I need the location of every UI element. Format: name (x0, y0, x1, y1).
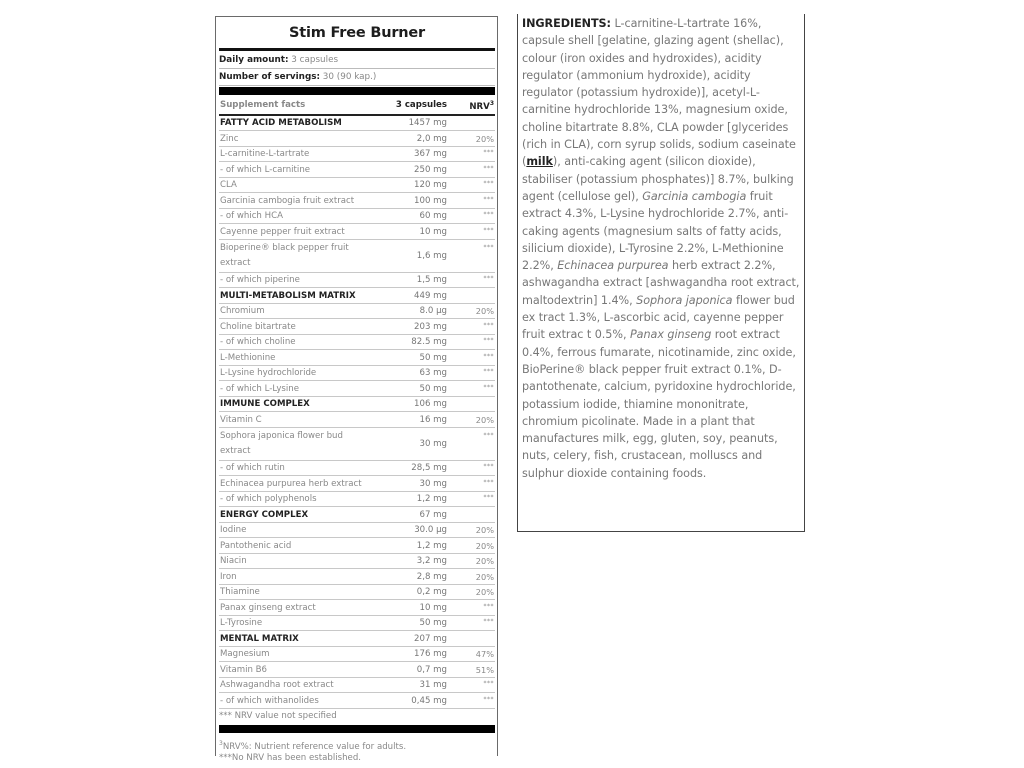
nutrient-amount: 31 mg (376, 677, 455, 693)
nutrient-nrv: *** (455, 677, 495, 693)
ingredients-segment: fruit extract 4.3%, L-Lysine hydrochloride 2.7%, anti-caking agents (magnesium salts of fatty acids, silicium dioxide), L-Tyrosine 2.2%, L-Methionine 2.2%, (522, 189, 789, 273)
nutrient-amount: 30 mg (376, 476, 455, 492)
product-title: Stim Free Burner (289, 25, 425, 41)
nutrient-amount: 1457 mg (376, 115, 455, 131)
nutrient-amount: 2,8 mg (376, 569, 455, 585)
nutrient-name: FATTY ACID METABOLISM (219, 115, 376, 131)
table-row (219, 662, 495, 678)
table-header (219, 97, 495, 115)
table-row (219, 427, 495, 460)
nutrient-name: - of which rutin (219, 460, 376, 476)
table-row (219, 303, 495, 319)
nutrient-name: Iron (219, 569, 376, 585)
servings-row (219, 69, 495, 86)
table-row (219, 491, 495, 507)
ingredients-label: INGREDIENTS: (522, 17, 611, 30)
nutrient-nrv: *** (455, 600, 495, 616)
table-row (219, 677, 495, 693)
nutrient-nrv (455, 288, 495, 304)
ingredients-segment: herb extract 2.2%, ashwagandha extract [ashwagandha root extract, maltodextrin] 1.4%, (522, 259, 800, 307)
nutrient-name: MULTI-METABOLISM MATRIX (219, 288, 376, 304)
nutrient-nrv (455, 631, 495, 647)
table-row (219, 553, 495, 569)
nutrient-name: Garcinia cambogia fruit extract (219, 193, 376, 209)
nutrient-nrv: 47% (455, 646, 495, 662)
nutrient-name: L-Lysine hydrochloride (219, 365, 376, 381)
ingredients-segment: L-carnitine-L-tartrate 16%, capsule shell [gelatine, glazing agent (shellac), colour (iron oxides and hydroxides), acidity regulator (ammonium hydroxide), acidity regulator (potassium hydroxide)], acetyl-L-carnitine hydrochloride 13%, magnesium oxide, choline bitartrate 8.8%, CLA powder [glycerides (rich in CLA), corn syrup solids, sodium caseinate ( (522, 17, 796, 169)
nutrient-amount: 100 mg (376, 193, 455, 209)
header-name: Supplement facts (219, 97, 376, 115)
allergen-highlight: milk (526, 155, 553, 169)
nutrient-nrv: *** (455, 193, 495, 209)
nutrient-nrv: *** (455, 350, 495, 366)
nutrient-name: L-Methionine (219, 350, 376, 366)
nutrient-nrv: *** (455, 239, 495, 272)
nutrient-name: Vitamin C (219, 412, 376, 428)
section-row (219, 507, 495, 523)
nutrient-amount: 8.0 µg (376, 303, 455, 319)
nutrient-nrv: *** (455, 224, 495, 240)
table-row (219, 522, 495, 538)
nutrient-amount: 63 mg (376, 365, 455, 381)
table-row (219, 208, 495, 224)
table-row (219, 569, 495, 585)
nutrient-nrv: *** (455, 177, 495, 193)
table-row (219, 365, 495, 381)
table-row (219, 584, 495, 600)
nutrient-name: ENERGY COMPLEX (219, 507, 376, 523)
nutrient-name: - of which HCA (219, 208, 376, 224)
nutrient-name: - of which L-carnitine (219, 162, 376, 178)
nutrient-name: Zinc (219, 131, 376, 147)
nutrient-nrv: 20% (455, 412, 495, 428)
nutrient-nrv: *** (455, 365, 495, 381)
nutrient-amount: 3,2 mg (376, 553, 455, 569)
nutrient-nrv (455, 115, 495, 131)
nutrient-amount: 449 mg (376, 288, 455, 304)
servings-label: Number of servings: (219, 72, 320, 82)
table-row (219, 162, 495, 178)
nutrient-amount: 10 mg (376, 224, 455, 240)
nutrient-nrv: 20% (455, 131, 495, 147)
nutrient-name: - of which choline (219, 334, 376, 350)
nutrient-amount: 67 mg (376, 507, 455, 523)
nutrient-amount: 50 mg (376, 381, 455, 397)
nutrient-amount: 50 mg (376, 350, 455, 366)
nutrient-name: MENTAL MATRIX (219, 631, 376, 647)
nutrient-name: Sophora japonica flower bud extract (219, 427, 376, 460)
nutrient-amount: 2,0 mg (376, 131, 455, 147)
section-row (219, 396, 495, 412)
table-row (219, 350, 495, 366)
nutrient-name: - of which L-Lysine (219, 381, 376, 397)
nutrient-nrv: *** (455, 334, 495, 350)
footnote-nrv (219, 737, 495, 751)
nutrient-name: L-Tyrosine (219, 615, 376, 631)
divider (219, 48, 495, 51)
nutrient-name: Vitamin B6 (219, 662, 376, 678)
table-body (219, 115, 495, 709)
section-row (219, 288, 495, 304)
nutrient-nrv: 20% (455, 584, 495, 600)
nutrient-name: Thiamine (219, 584, 376, 600)
nutrient-amount: 106 mg (376, 396, 455, 412)
divider-block (219, 725, 495, 733)
nutrient-amount: 1,2 mg (376, 491, 455, 507)
nutrient-nrv: *** (455, 272, 495, 288)
nutrient-nrv: *** (455, 491, 495, 507)
nrv-note: *** NRV value not specified (219, 710, 337, 721)
section-row (219, 631, 495, 647)
nutrient-amount: 0,45 mg (376, 693, 455, 709)
nutrient-amount: 0,7 mg (376, 662, 455, 678)
nutrient-nrv: 20% (455, 303, 495, 319)
table-row (219, 646, 495, 662)
nutrient-amount: 30 mg (376, 427, 455, 460)
nutrient-name: Magnesium (219, 646, 376, 662)
nutrient-nrv: 20% (455, 553, 495, 569)
nutrient-amount: 28,5 mg (376, 460, 455, 476)
nutrient-amount: 176 mg (376, 646, 455, 662)
latin-name: Garcinia cambogia (642, 189, 747, 203)
divider-block (219, 87, 495, 95)
nutrient-name: - of which polyphenols (219, 491, 376, 507)
ingredients-text (522, 17, 799, 480)
footnote-sup: 3 (219, 739, 223, 747)
nutrient-name: Niacin (219, 553, 376, 569)
table-row (219, 131, 495, 147)
nutrient-nrv: 20% (455, 522, 495, 538)
nutrient-nrv: *** (455, 615, 495, 631)
table-row (219, 460, 495, 476)
nutrient-name: Panax ginseng extract (219, 600, 376, 616)
nutrient-amount: 250 mg (376, 162, 455, 178)
section-row (219, 115, 495, 131)
header-nrv (455, 97, 495, 115)
nutrient-name: Choline bitartrate (219, 319, 376, 335)
nutrient-amount: 10 mg (376, 600, 455, 616)
header-nrv-sup: 3 (489, 100, 494, 107)
nutrient-amount: 30.0 µg (376, 522, 455, 538)
nutrient-nrv: 20% (455, 569, 495, 585)
nutrient-nrv: 51% (455, 662, 495, 678)
nutrient-name: Bioperine® black pepper fruit extract (219, 239, 376, 272)
footnote-no-nrv: ***No NRV has been established. (219, 752, 362, 763)
nutrient-amount: 82.5 mg (376, 334, 455, 350)
nutrient-amount: 120 mg (376, 177, 455, 193)
header-nrv-label: NRV (469, 101, 490, 112)
nutrient-nrv: *** (455, 693, 495, 709)
nutrient-name: Pantothenic acid (219, 538, 376, 554)
daily-amount-value: 3 capsules (291, 55, 339, 65)
table-row (219, 381, 495, 397)
ingredients-panel (517, 14, 805, 532)
latin-name: Panax ginseng (629, 328, 712, 342)
ingredients-segment: root extract 0.4%, ferrous fumarate, nicotinamide, zinc oxide, BioPerine® black pepper fruit extract 0.1%, D-pantothenate, calcium, pyridoxine hydrochloride, potassium iodide, thiamine mononitrate, chromium picolinate. Made in a plant that manufactures milk, egg, gluten, soy, peanuts, nuts, celery, fish, crustacean, molluscs and sulphur dioxide containing foods. (522, 328, 796, 480)
table-row (219, 412, 495, 428)
nutrient-nrv: *** (455, 427, 495, 460)
ingredients-segment: ), anti-caking agent (silicon dioxide), stabiliser (potassium phosphates)] 8.7%, bulking agent (cellulose gel), (522, 155, 794, 203)
table-row (219, 272, 495, 288)
nutrient-amount: 203 mg (376, 319, 455, 335)
nutrient-name: Ashwagandha root extract (219, 677, 376, 693)
nutrient-name: - of which withanolides (219, 693, 376, 709)
nutrient-amount: 60 mg (376, 208, 455, 224)
nutrient-nrv: *** (455, 208, 495, 224)
table-row (219, 239, 495, 272)
nutrient-nrv (455, 396, 495, 412)
nutrient-nrv: *** (455, 460, 495, 476)
servings-value: 30 (90 kap.) (322, 72, 377, 82)
nutrient-name: Cayenne pepper fruit extract (219, 224, 376, 240)
nutrient-amount: 207 mg (376, 631, 455, 647)
nutrient-nrv (455, 507, 495, 523)
nutrient-name: Chromium (219, 303, 376, 319)
table-row (219, 693, 495, 709)
table-row (219, 334, 495, 350)
nutrient-amount: 1,5 mg (376, 272, 455, 288)
nutrient-amount: 367 mg (376, 146, 455, 162)
table-row (219, 146, 495, 162)
nutrient-nrv: 20% (455, 538, 495, 554)
nutrient-name: Echinacea purpurea herb extract (219, 476, 376, 492)
nutrient-amount: 16 mg (376, 412, 455, 428)
daily-amount-row (219, 52, 495, 69)
ingredients-segment: flower bud ex tract 1.3%, L-ascorbic acid, cayenne pepper fruit extrac t 0.5%, (522, 293, 795, 342)
nutrient-nrv: *** (455, 162, 495, 178)
nutrient-nrv: *** (455, 381, 495, 397)
latin-name: Echinacea purpurea (557, 259, 669, 273)
nutrient-name: IMMUNE COMPLEX (219, 396, 376, 412)
table-row (219, 177, 495, 193)
nutrient-nrv: *** (455, 319, 495, 335)
table-row (219, 224, 495, 240)
nutrient-name: - of which piperine (219, 272, 376, 288)
nutrient-amount: 0,2 mg (376, 584, 455, 600)
header-amount: 3 capsules (376, 97, 455, 115)
nutrient-amount: 1,2 mg (376, 538, 455, 554)
nutrient-name: L-carnitine-L-tartrate (219, 146, 376, 162)
table-row (219, 538, 495, 554)
nutrient-amount: 1,6 mg (376, 239, 455, 272)
daily-amount-label: Daily amount: (219, 55, 289, 65)
nutrient-name: CLA (219, 177, 376, 193)
latin-name: Sophora japonica (636, 293, 733, 307)
table-row (219, 615, 495, 631)
facts-table (219, 97, 495, 709)
nutrient-nrv: *** (455, 146, 495, 162)
nutrient-name: Iodine (219, 522, 376, 538)
table-row (219, 600, 495, 616)
footnote-nrv-text: NRV%: Nutrient reference value for adults. (222, 741, 407, 752)
supplement-facts-panel (215, 16, 498, 763)
table-row (219, 319, 495, 335)
table-row (219, 476, 495, 492)
nutrient-nrv: *** (455, 476, 495, 492)
table-row (219, 193, 495, 209)
nutrient-amount: 50 mg (376, 615, 455, 631)
